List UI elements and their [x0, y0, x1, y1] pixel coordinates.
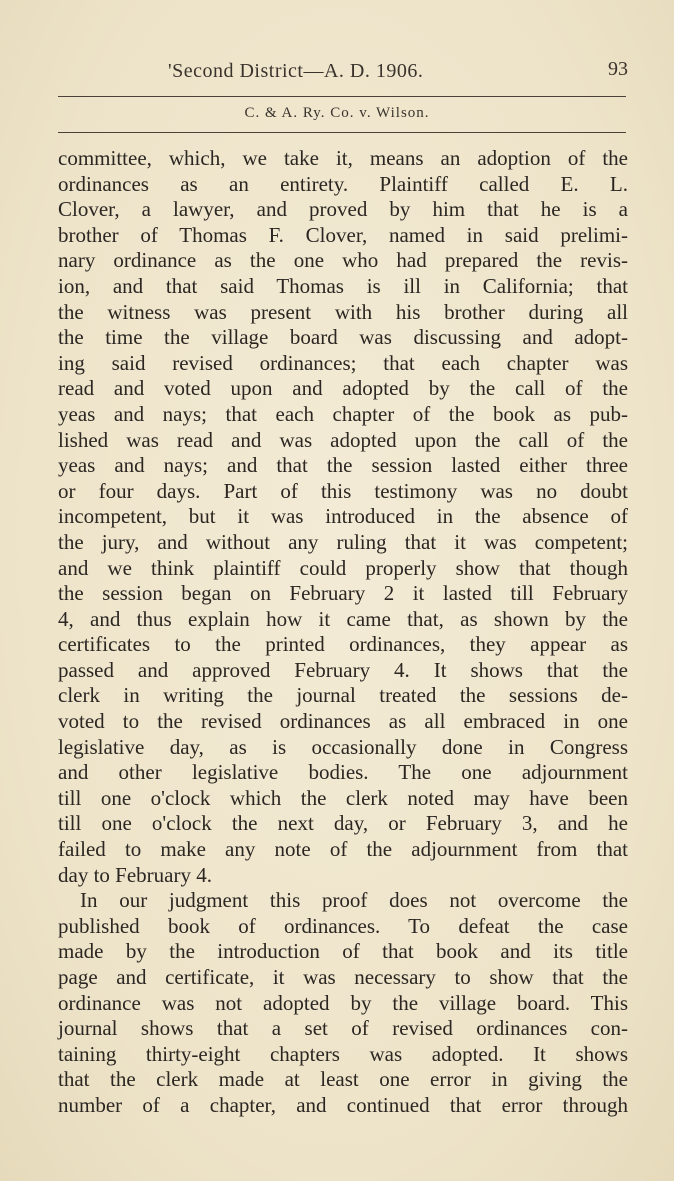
text-line: made by the introduction of that book and its title [58, 939, 628, 964]
text-line: the jury, and without any ruling that it was competent; [58, 529, 628, 554]
text-line: voted to the revised ordinances as all embraced in one [58, 709, 628, 734]
text-line: clerk in writing the journal treated the sessions de- [58, 683, 628, 708]
paragraph [58, 146, 628, 888]
text-line: the witness was present with his brother during all [58, 299, 628, 324]
text-line: nary ordinance as the one who had prepared the revis- [58, 248, 628, 273]
text-line: committee, which, we take it, means an adoption of the [58, 146, 628, 170]
text-line: certificates to the printed ordinances, they appear as [58, 632, 628, 657]
text-line: legislative day, as is occasionally done in Congress [58, 734, 628, 759]
page-number: 93 [608, 58, 628, 80]
paragraph [58, 888, 628, 1118]
text-line: yeas and nays; and that the session lasted either three [58, 453, 628, 478]
text-line: number of a chapter, and continued that error through [58, 1092, 628, 1117]
text-line: till one o'clock which the clerk noted may have been [58, 785, 628, 810]
header-rule-bottom [58, 132, 626, 133]
text-line: day to February 4. [58, 862, 212, 887]
text-line: taining thirty-eight chapters was adopted. It shows [58, 1041, 628, 1066]
text-line: 4, and thus explain how it came that, as shown by the [58, 606, 628, 631]
text-line: published book of ordinances. To defeat the case [58, 913, 628, 938]
text-line: read and voted upon and adopted by the call of the [58, 376, 628, 401]
text-line: till one o'clock the next day, or February 3, and he [58, 811, 628, 836]
text-line: Clover, a lawyer, and proved by him that he is a [58, 197, 628, 222]
text-line: page and certificate, it was necessary to show that the [58, 965, 628, 989]
header-rule-top [58, 96, 626, 97]
text-line: journal shows that a set of revised ordinances con- [58, 1016, 628, 1041]
text-line: ordinances as an entirety. Plaintiff called E. L. [58, 171, 628, 196]
body-text [58, 146, 628, 1119]
text-line: the time the village board was discussing and adopt- [58, 325, 628, 350]
text-line: that the clerk made at least one error in giving the [58, 1067, 628, 1092]
text-line: failed to make any note of the adjournment from that [58, 837, 628, 862]
text-line: and other legislative bodies. The one adjournment [58, 760, 628, 785]
case-caption: C. & A. Ry. Co. v. Wilson. [244, 105, 430, 121]
text-line: lished was read and was adopted upon the call of the [58, 427, 628, 452]
text-line: ion, and that said Thomas is ill in California; that [58, 273, 628, 298]
text-line: and we think plaintiff could properly show that though [58, 555, 628, 580]
text-line: incompetent, but it was introduced in the absence of [58, 504, 628, 529]
text-line: passed and approved February 4. It shows that the [58, 657, 628, 682]
text-line: ordinance was not adopted by the village board. This [58, 990, 628, 1015]
text-line: ing said revised ordinances; that each chapter was [58, 350, 628, 375]
text-line: or four days. Part of this testimony was no doubt [58, 478, 628, 503]
text-line: yeas and nays; that each chapter of the book as pub- [58, 401, 628, 426]
text-line: brother of Thomas F. Clover, named in said prelimi- [58, 222, 628, 247]
running-title: 'Second District—A. D. 1906. [168, 60, 424, 82]
running-head [56, 58, 628, 88]
text-line: the session began on February 2 it lasted till February [58, 581, 628, 606]
text-line: In our judgment this proof does not overcome the [80, 888, 628, 913]
